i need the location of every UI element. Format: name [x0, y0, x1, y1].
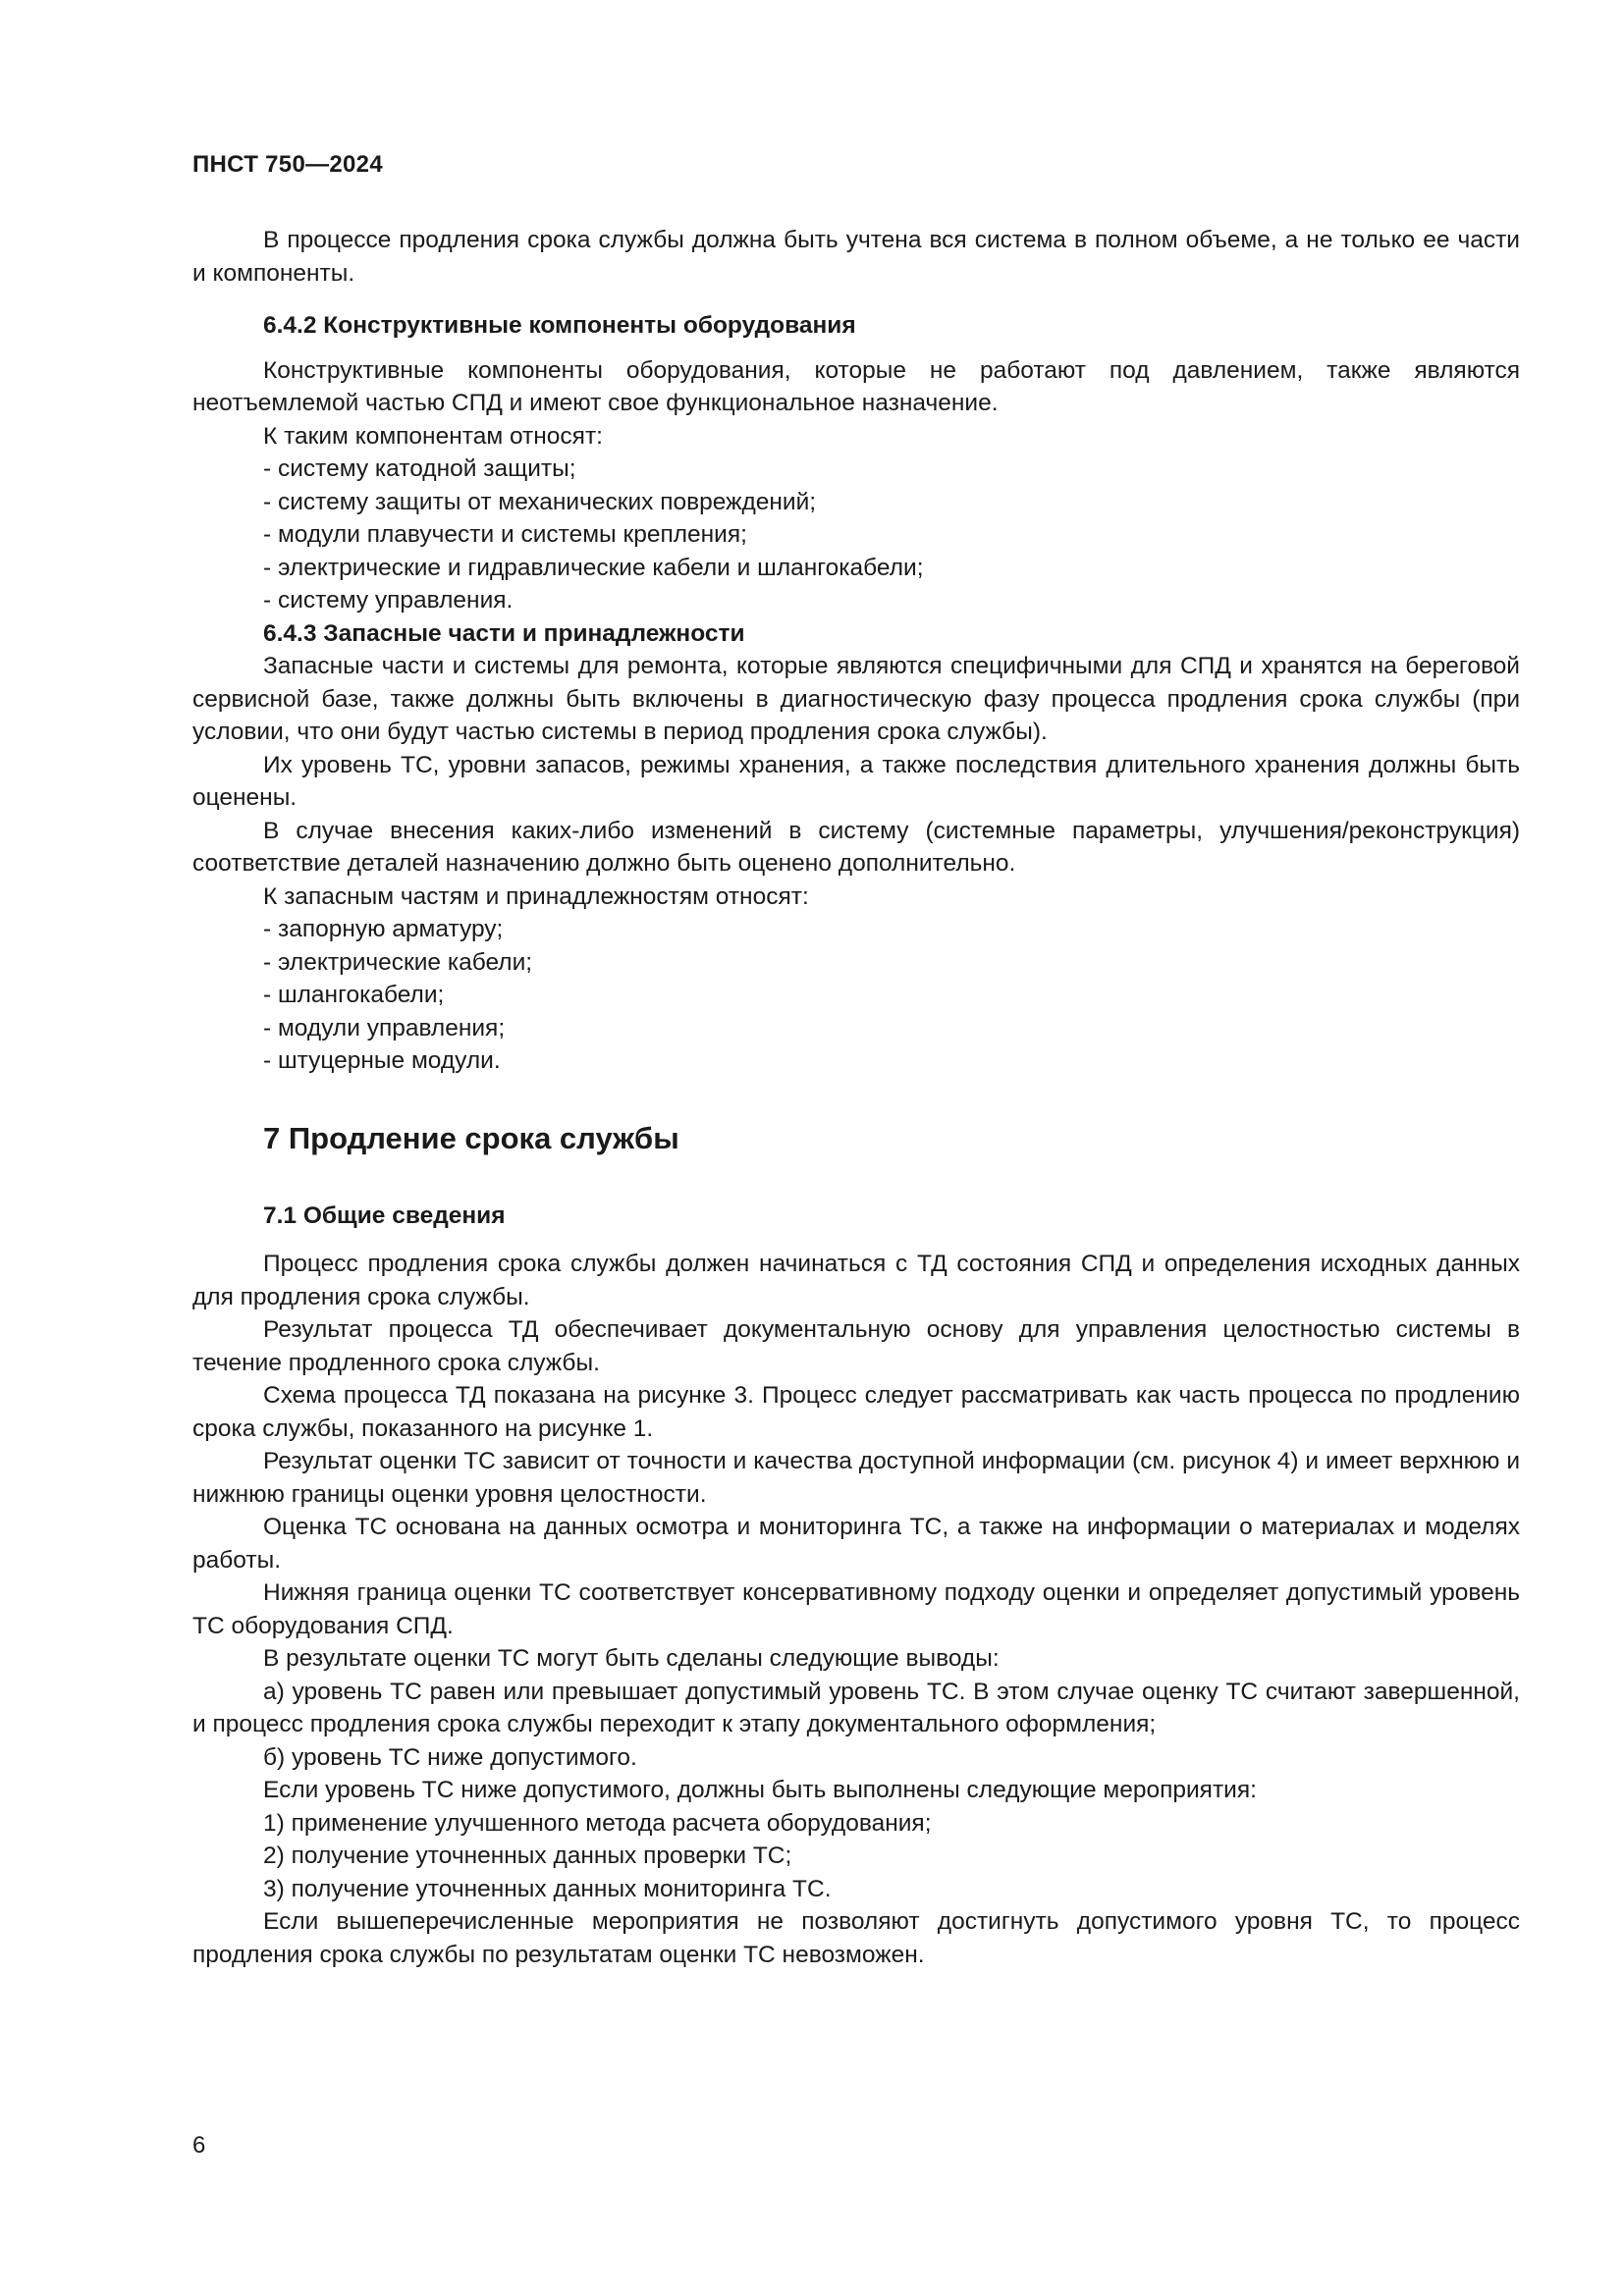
list-item: 2) получение уточненных данных проверки ТС; — [263, 1842, 792, 1869]
list-item: б) уровень ТС ниже допустимого. — [263, 1743, 637, 1771]
paragraph: Результат процесса ТД обеспечивает документальную основу для управления целостностью системы в течение продленного срока службы. — [192, 1316, 1520, 1376]
paragraph: Оценка ТС основана на данных осмотра и мониторинга ТС, а также на информации о материалах и моделях работы. — [192, 1514, 1520, 1574]
paragraph: Процесс продления срока службы должен начинаться с ТД состояния СПД и определения исходных данных для продления срока службы. — [192, 1251, 1520, 1310]
section-7-1-title: 7.1 Общие сведения — [263, 1201, 506, 1229]
list-item: - запорную арматуру; — [263, 916, 504, 942]
list-item: - систему управления. — [263, 587, 514, 614]
document-header: ПНСТ 750—2024 — [192, 151, 383, 178]
paragraph: К таким компонентам относят: — [263, 422, 603, 450]
list-item: - шлангокабели; — [263, 982, 445, 1008]
page-number: 6 — [192, 2132, 206, 2159]
document-body — [192, 224, 1520, 1971]
section-6-4-3-title: 6.4.3 Запасные части и принадлежности — [263, 619, 745, 647]
paragraph: В результате оценки ТС могут быть сделаны следующие выводы: — [263, 1645, 1000, 1672]
list-item: 1) применение улучшенного метода расчета оборудования; — [263, 1809, 932, 1837]
paragraph: К запасным частям и принадлежностям относят: — [263, 882, 809, 910]
paragraph: Запасные части и системы для ремонта, которые являются специфичными для СПД и хранятся на береговой сервисной базе, также должны быть включены в диагностическую фазу процесса продления срока службы (при условии, что они будут частью системы в период продления срока службы). — [192, 653, 1520, 745]
list-item: - систему катодной защиты; — [263, 455, 576, 482]
list-item: - модули управления; — [263, 1014, 506, 1041]
paragraph: Нижняя граница оценки ТС соответствует консервативному подходу оценки и определяет допустимый уровень ТС оборудования СПД. — [192, 1579, 1520, 1639]
list-item: - электрические и гидравлические кабели и шлангокабели; — [263, 554, 924, 581]
list-item: - штуцерные модули. — [263, 1047, 501, 1074]
paragraph: Если вышеперечисленные мероприятия не позволяют достигнуть допустимого уровня ТС, то процесс продления срока службы по результатам оценки ТС невозможен. — [192, 1908, 1520, 1968]
intro-paragraph: В процессе продления срока службы должна быть учтена вся система в полном объеме, а не только ее части и компоненты. — [192, 227, 1520, 287]
section-7-title: 7 Продление срока службы — [263, 1120, 679, 1155]
list-item: - модули плавучести и системы крепления; — [263, 521, 747, 548]
list-item: а) уровень ТС равен или превышает допустимый уровень ТС. В этом случае оценку ТС считают завершенной, и процесс продления срока службы переходит к этапу документального оформления; — [192, 1678, 1520, 1737]
section-6-4-2-title: 6.4.2 Конструктивные компоненты оборудования — [263, 312, 856, 339]
paragraph: Конструктивные компоненты оборудования, которые не работают под давлением, также являются неотъемлемой частью СПД и имеют свое функциональное назначение. — [192, 356, 1520, 416]
paragraph: Схема процесса ТД показана на рисунке 3. Процесс следует рассматривать как часть процесса по продлению срока службы, показанного на рисунке 1. — [192, 1382, 1520, 1442]
paragraph: Результат оценки ТС зависит от точности и качества доступной информации (см. рисунок 4) и имеет верхнюю и нижнюю границы оценки уровня целостности. — [192, 1448, 1520, 1508]
list-item: - электрические кабели; — [263, 948, 533, 976]
paragraph: Их уровень ТС, уровни запасов, режимы хранения, а также последствия длительного хранения должны быть оценены. — [192, 751, 1520, 811]
list-item: - систему защиты от механических повреждений; — [263, 488, 817, 515]
paragraph: Если уровень ТС ниже допустимого, должны быть выполнены следующие мероприятия: — [263, 1777, 1257, 1803]
paragraph: В случае внесения каких-либо изменений в систему (системные параметры, улучшения/реконструкция) соответствие деталей назначению должно быть оценено дополнительно. — [192, 817, 1520, 877]
list-item: 3) получение уточненных данных мониторинга ТС. — [263, 1875, 832, 1902]
